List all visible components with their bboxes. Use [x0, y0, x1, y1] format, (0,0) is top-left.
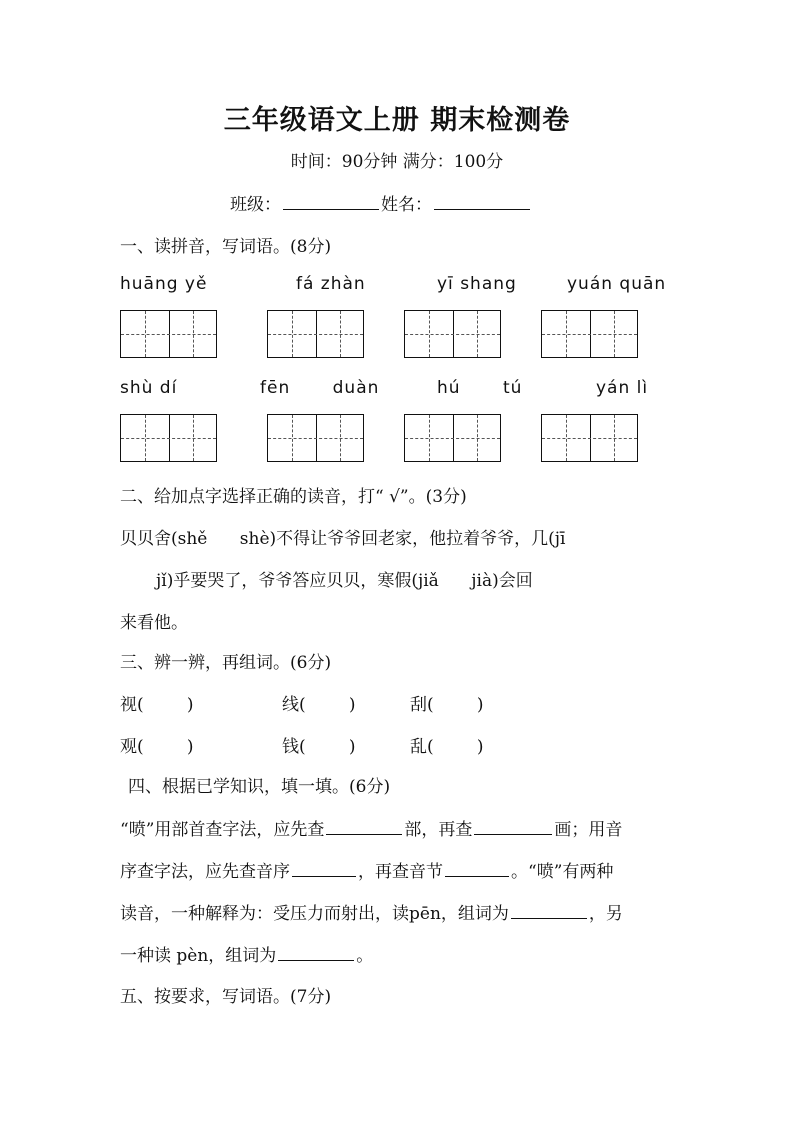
text-fragment: 。: [356, 946, 374, 966]
tianzige-box[interactable]: [267, 310, 364, 358]
question-text: [120, 857, 613, 882]
exam-info: 时间：90分钟 满分：100分: [290, 152, 504, 172]
text-fragment: 画；用音: [554, 820, 623, 840]
tianzige-box[interactable]: [541, 310, 638, 358]
pinyin-label: fá zhàn: [296, 274, 366, 294]
question-text: jǐ)乎要哭了，爷爷答应贝贝，寒假(jiǎ jià)会回: [156, 571, 533, 591]
section-1-heading: 一、读拼音，写词语。(8分): [120, 237, 332, 257]
section-2-heading: 二、给加点字选择正确的读音，打“ √”。(3分): [120, 487, 467, 507]
question-text: [120, 815, 622, 840]
word-pair-item: 刮( ): [410, 695, 484, 715]
pinyin-label: hú tú: [437, 378, 523, 398]
tianzige-box[interactable]: [541, 414, 638, 462]
text-fragment: 序查字法，应先查音序: [120, 862, 290, 882]
pinyin-label: yī shang: [437, 274, 517, 294]
section-3-heading: 三、辨一辨，再组词。(6分): [120, 653, 332, 673]
text-fragment: 。“喷”有两种: [511, 862, 614, 882]
text-fragment: ，再查音节: [358, 862, 443, 882]
answer-blank[interactable]: [511, 901, 587, 919]
answer-blank[interactable]: [292, 859, 356, 877]
word-pair-item: 视( ): [120, 695, 194, 715]
pinyin-label: fēn duàn: [260, 378, 380, 398]
question-text: [120, 899, 623, 924]
student-info-line: [230, 190, 532, 215]
tianzige-box[interactable]: [404, 310, 501, 358]
text-fragment: 读音，一种解释为：受压力而射出，读pēn，组词为: [120, 904, 509, 924]
page-title: 三年级语文上册 期末检测卷: [223, 105, 571, 136]
text-fragment: 部，再查: [404, 820, 473, 840]
word-pair-item: 乱( ): [410, 737, 484, 757]
name-label: 姓名：: [381, 195, 432, 215]
tianzige-box[interactable]: [120, 310, 217, 358]
tianzige-box[interactable]: [404, 414, 501, 462]
answer-blank[interactable]: [445, 859, 509, 877]
tianzige-box[interactable]: [120, 414, 217, 462]
word-pair-item: 线( ): [282, 695, 356, 715]
answer-blank[interactable]: [326, 817, 402, 835]
section-5-heading: 五、按要求，写词语。(7分): [120, 987, 332, 1007]
text-fragment: ，另: [588, 904, 623, 924]
pinyin-label: yán lì: [596, 378, 649, 398]
answer-blank[interactable]: [474, 817, 552, 835]
pinyin-label: huāng yě: [120, 274, 208, 294]
class-label: 班级：: [230, 195, 281, 215]
word-pair-item: 观( ): [120, 737, 194, 757]
question-text: [120, 941, 373, 966]
name-blank[interactable]: [434, 192, 530, 210]
question-text: 贝贝舍(shě shè)不得让爷爷回老家，他拉着爷爷，几(jī: [120, 529, 566, 549]
tianzige-box[interactable]: [267, 414, 364, 462]
word-pair-item: 钱( ): [282, 737, 356, 757]
class-blank[interactable]: [283, 192, 379, 210]
text-fragment: “喷”用部首查字法，应先查: [120, 820, 325, 840]
question-text: 来看他。: [120, 613, 188, 633]
section-4-heading: 四、根据已学知识，填一填。(6分): [128, 777, 391, 797]
answer-blank[interactable]: [278, 943, 354, 961]
text-fragment: 一种读 pèn，组词为: [120, 946, 277, 966]
pinyin-label: shù dí: [120, 378, 178, 398]
pinyin-label: yuán quān: [567, 274, 667, 294]
